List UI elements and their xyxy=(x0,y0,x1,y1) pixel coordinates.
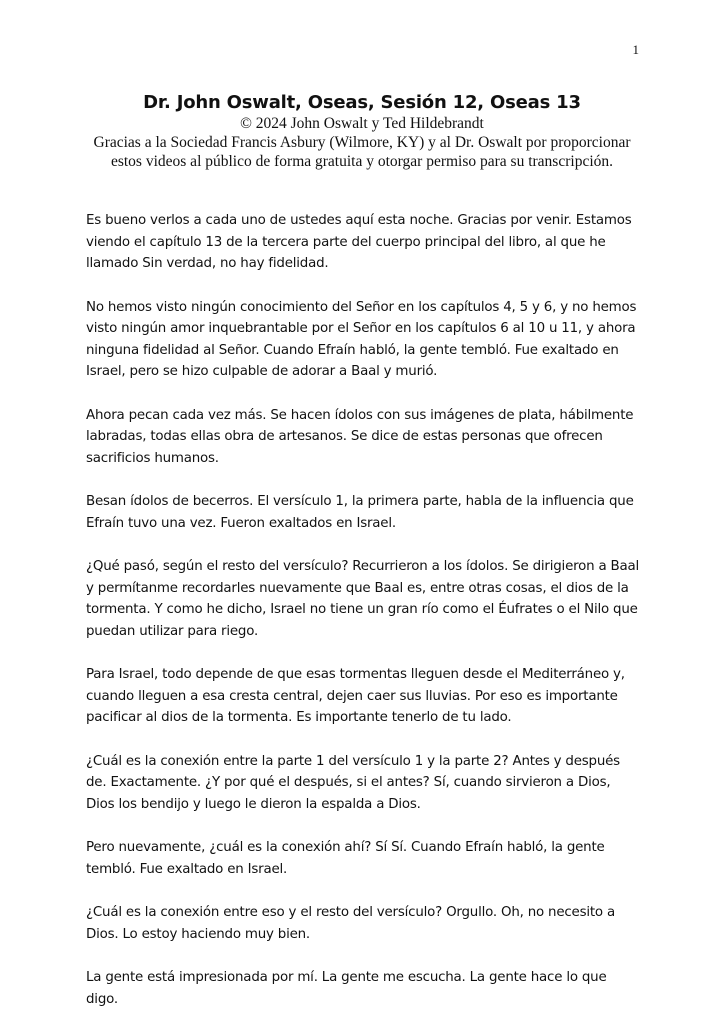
body-paragraph: Es bueno verlos a cada uno de ustedes aquí esta noche. Gracias por venir. Estamos viendo el capítulo 13 de la tercera parte del cuerpo principal del libro, al que he llamado Sin verdad, no hay fidelidad. xyxy=(86,213,632,271)
credits-text: Gracias a la Sociedad Francis Asbury (Wilmore, KY) y al Dr. Oswalt por proporcionar estos videos al público de forma gratuita y otorgar permiso para su transcripción. xyxy=(93,134,631,170)
page-number: 1 xyxy=(632,42,639,57)
body-paragraph: Pero nuevamente, ¿cuál es la conexión ahí? Sí Sí. Cuando Efraín habló, la gente tembló. Fue exaltado en Israel. xyxy=(86,840,605,877)
body-paragraph: No hemos visto ningún conocimiento del Señor en los capítulos 4, 5 y 6, y no hemos visto ningún amor inquebrantable por el Señor en los capítulos 6 al 10 u 11, y ahora ninguna fidelidad al Señor. Cuando Efraín habló, la gente tembló. Fue exaltado en Israel, pero se hizo culpable de adorar a Baal y murió. xyxy=(86,299,637,379)
body-paragraph: ¿Qué pasó, según el resto del versículo? Recurrieron a los ídolos. Se dirigieron a Baal y permítanme recordarles nuevamente que Baal es, entre otras cosas, el dios de la tormenta. Y como he dicho, Israel no tiene un gran río como el Éufrates o el Nilo que puedan utilizar para riego. xyxy=(86,559,640,639)
body-paragraph: ¿Cuál es la conexión entre la parte 1 del versículo 1 y la parte 2? Antes y después de. Exactamente. ¿Y por qué el después, si el antes? Sí, cuando sirvieron a Dios, Dios los bendijo y luego le dieron la espalda a Dios. xyxy=(86,753,620,812)
document-title: Dr. John Oswalt, Oseas, Sesión 12, Oseas 13 xyxy=(143,92,581,113)
body-paragraph: Ahora pecan cada vez más. Se hacen ídolos con sus imágenes de plata, hábilmente labradas, todas ellas obra de artesanos. Se dice de estas personas que ofrecen sacrificios humanos. xyxy=(86,407,634,466)
body-paragraph: Para Israel, todo depende de que esas tormentas lleguen desde el Mediterráneo y, cuando lleguen a esa cresta central, dejen caer sus lluvias. Por eso es importante pacificar al dios de la tormenta. Es importante tenerlo de tu lado. xyxy=(86,667,625,725)
document-header xyxy=(90,92,634,171)
body-paragraph: Besan ídolos de becerros. El versículo 1, la primera parte, habla de la influencia que Efraín tuvo una vez. Fueron exaltados en Israel. xyxy=(86,494,634,531)
body-paragraph: ¿Cuál es la conexión entre eso y el resto del versículo? Orgullo. Oh, no necesito a Dios. Lo estoy haciendo muy bien. xyxy=(86,905,615,942)
body-paragraph: La gente está impresionada por mí. La gente me escucha. La gente hace lo que digo. xyxy=(86,970,607,1007)
document-body xyxy=(86,210,642,1032)
copyright-line: © 2024 John Oswalt y Ted Hildebrandt xyxy=(240,115,484,132)
